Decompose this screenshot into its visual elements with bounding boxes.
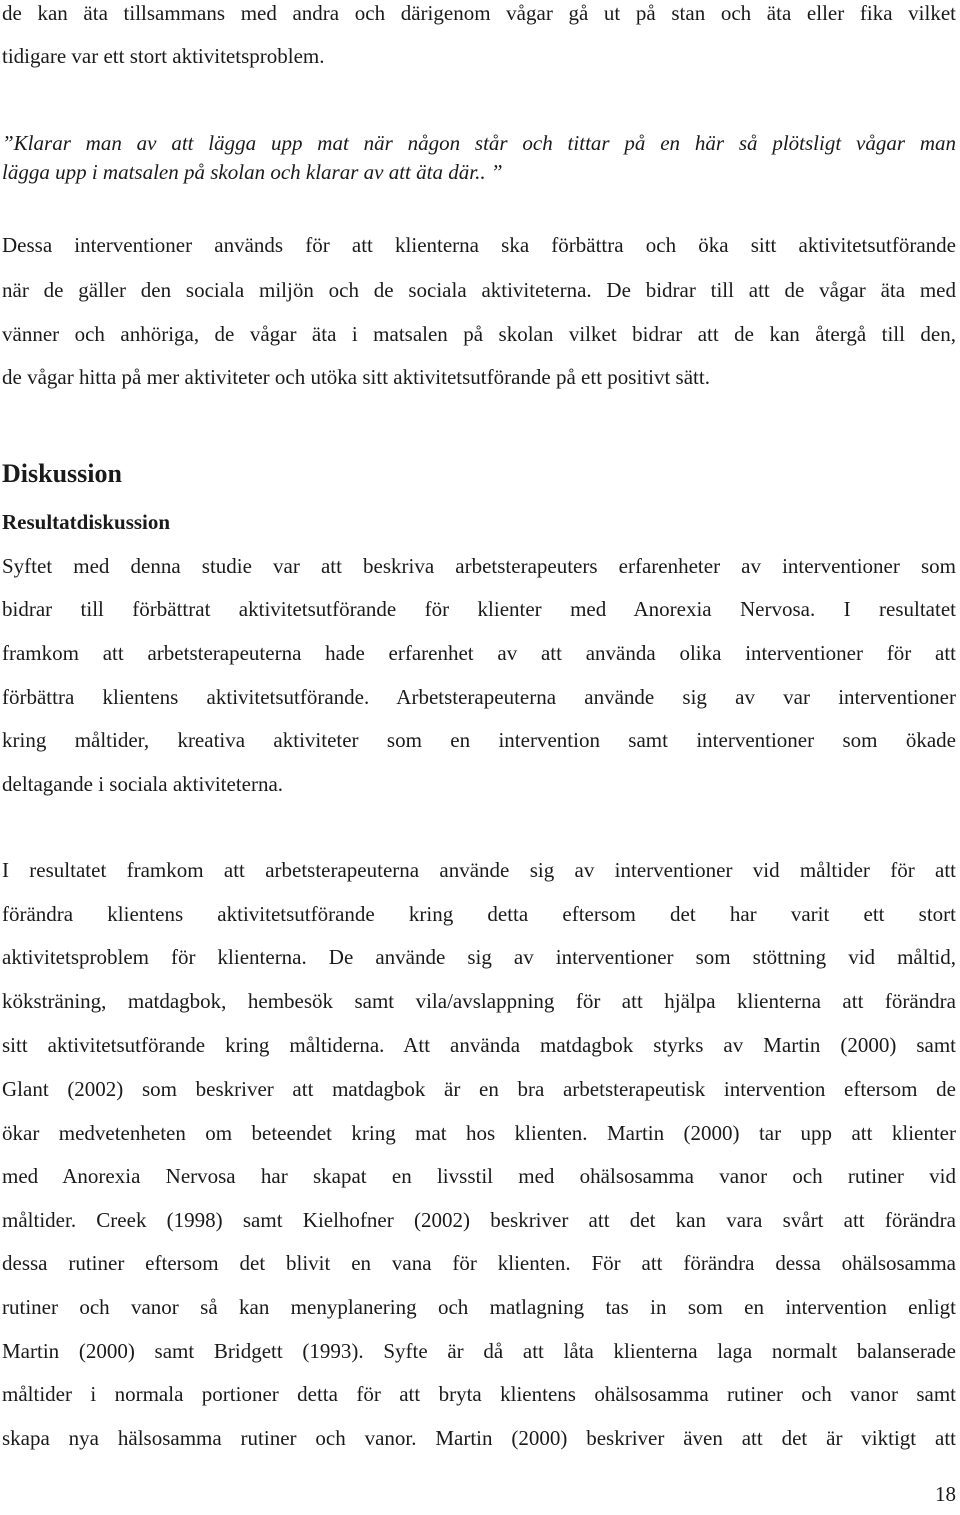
text-line: Syftet med denna studie var att beskriva arbetsterapeuters erfarenheter av interventioner som xyxy=(2,554,956,578)
text-line: Dessa interventioner används för att klienterna ska förbättra och öka sitt aktivitetsutförande xyxy=(2,233,956,257)
text-line: ökar medvetenheten om beteendet kring mat hos klienten. Martin (2000) tar upp att klienter xyxy=(2,1121,956,1145)
text-line: bidrar till förbättrat aktivitetsutförande för klienter med Anorexia Nervosa. I resultatet xyxy=(2,597,956,621)
text-line: de kan äta tillsammans med andra och därigenom vågar gå ut på stan och äta eller fika vilket xyxy=(2,1,956,25)
text-line: köksträning, matdagbok, hembesök samt vila/avslappning för att hjälpa klienterna att förändra xyxy=(2,989,956,1013)
subsection-heading: Resultatdiskussion xyxy=(2,510,171,534)
text-line: vänner och anhöriga, de vågar äta i matsalen på skolan vilket bidrar att de kan återgå till den, xyxy=(2,322,956,346)
text-line: deltagande i sociala aktiviteterna. xyxy=(2,772,284,796)
quote-line: lägga upp i matsalen på skolan och klarar av att äta där.. ” xyxy=(2,160,503,184)
text-line: tidigare var ett stort aktivitetsproblem. xyxy=(2,44,325,68)
text-line: måltider. Creek (1998) samt Kielhofner (2002) beskriver att det kan vara svårt att förändra xyxy=(2,1208,956,1232)
text-line: förbättra klientens aktivitetsutförande. Arbetsterapeuterna använde sig av var interventioner xyxy=(2,685,956,709)
text-line: med Anorexia Nervosa har skapat en livsstil med ohälsosamma vanor och rutiner vid xyxy=(2,1164,956,1188)
text-line: måltider i normala portioner detta för att bryta klientens ohälsosamma rutiner och vanor samt xyxy=(2,1382,956,1406)
text-line: framkom att arbetsterapeuterna hade erfarenhet av att använda olika interventioner för att xyxy=(2,641,956,665)
text-line: I resultatet framkom att arbetsterapeuterna använde sig av interventioner vid måltider för att xyxy=(2,858,956,882)
text-line: skapa nya hälsosamma rutiner och vanor. Martin (2000) beskriver även att det är viktigt att xyxy=(2,1426,956,1450)
text-line: rutiner och vanor så kan menyplanering och matlagning tas in som en intervention enligt xyxy=(2,1295,956,1319)
text-line: kring måltider, kreativa aktiviteter som en intervention samt interventioner som ökade xyxy=(2,728,956,752)
quote-line: ”Klarar man av att lägga upp mat när någon står och tittar på en här så plötsligt vågar man xyxy=(2,131,956,155)
text-line: de vågar hitta på mer aktiviteter och utöka sitt aktivitetsutförande på ett positivt sätt. xyxy=(2,365,710,389)
text-line: Martin (2000) samt Bridgett (1993). Syfte är då att låta klienterna laga normalt balanserade xyxy=(2,1339,956,1363)
text-line: dessa rutiner eftersom det blivit en vana för klienten. För att förändra dessa ohälsosamma xyxy=(2,1251,956,1275)
text-line: förändra klientens aktivitetsutförande kring detta eftersom det har varit ett stort xyxy=(2,902,956,926)
text-line: när de gäller den sociala miljön och de sociala aktiviteterna. De bidrar till att de vågar äta med xyxy=(2,278,956,302)
text-line: sitt aktivitetsutförande kring måltiderna. Att använda matdagbok styrks av Martin (2000) samt xyxy=(2,1033,956,1057)
text-line: aktivitetsproblem för klienterna. De använde sig av interventioner som stöttning vid måltid, xyxy=(2,945,956,969)
text-line: Glant (2002) som beskriver att matdagbok är en bra arbetsterapeutisk intervention eftersom de xyxy=(2,1077,956,1101)
page-number: 18 xyxy=(935,1482,956,1506)
section-heading: Diskussion xyxy=(2,459,122,488)
